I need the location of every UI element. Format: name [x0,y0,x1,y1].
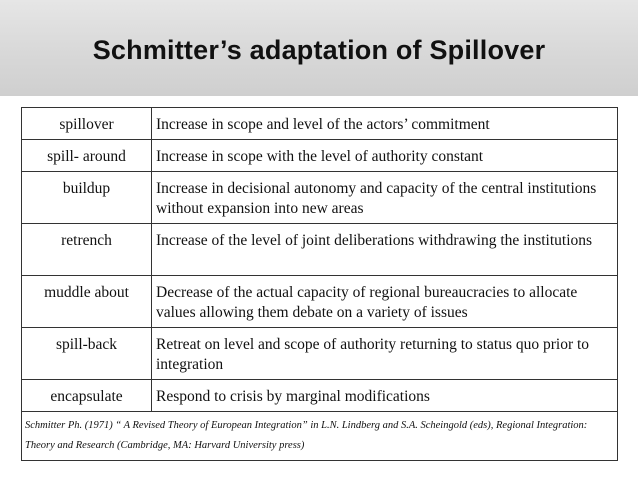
definition-cell: Respond to crisis by marginal modifications [152,380,618,412]
term-cell: buildup [22,172,152,224]
definition-cell: Increase in scope with the level of authority constant [152,140,618,172]
term-cell: spill-back [22,328,152,380]
term-cell: muddle about [22,276,152,328]
table-row [22,276,618,328]
term-cell: spill- around [22,140,152,172]
slide-title: Schmitter’s adaptation of Spillover [92,34,546,65]
citation-row [22,412,618,461]
spillover-terms-table [21,107,618,461]
table-row [22,140,618,172]
definition-cell: Decrease of the actual capacity of regional bureaucracies to allocate values allowing them debate on a variety of issues [152,276,618,328]
table-row [22,328,618,380]
title-bar [0,0,638,96]
term-cell: encapsulate [22,380,152,412]
definition-cell: Retreat on level and scope of authority returning to status quo prior to integration [152,328,618,380]
table-row [22,224,618,276]
term-cell: retrench [22,224,152,276]
term-cell: spillover [22,108,152,140]
table-row [22,172,618,224]
definition-cell: Increase of the level of joint deliberations withdrawing the institutions [152,224,618,276]
definition-cell: Increase in scope and level of the actors’ commitment [152,108,618,140]
table-row [22,108,618,140]
table-row [22,380,618,412]
definition-cell: Increase in decisional autonomy and capacity of the central institutions without expansion into new areas [152,172,618,224]
citation-text: Schmitter Ph. (1971) “ A Revised Theory of European Integration” in L.N. Lindberg and S.A. Scheingold (eds), Regional Integration: Theory and Research (Cambridge, MA: Harvard University press) [22,412,618,461]
